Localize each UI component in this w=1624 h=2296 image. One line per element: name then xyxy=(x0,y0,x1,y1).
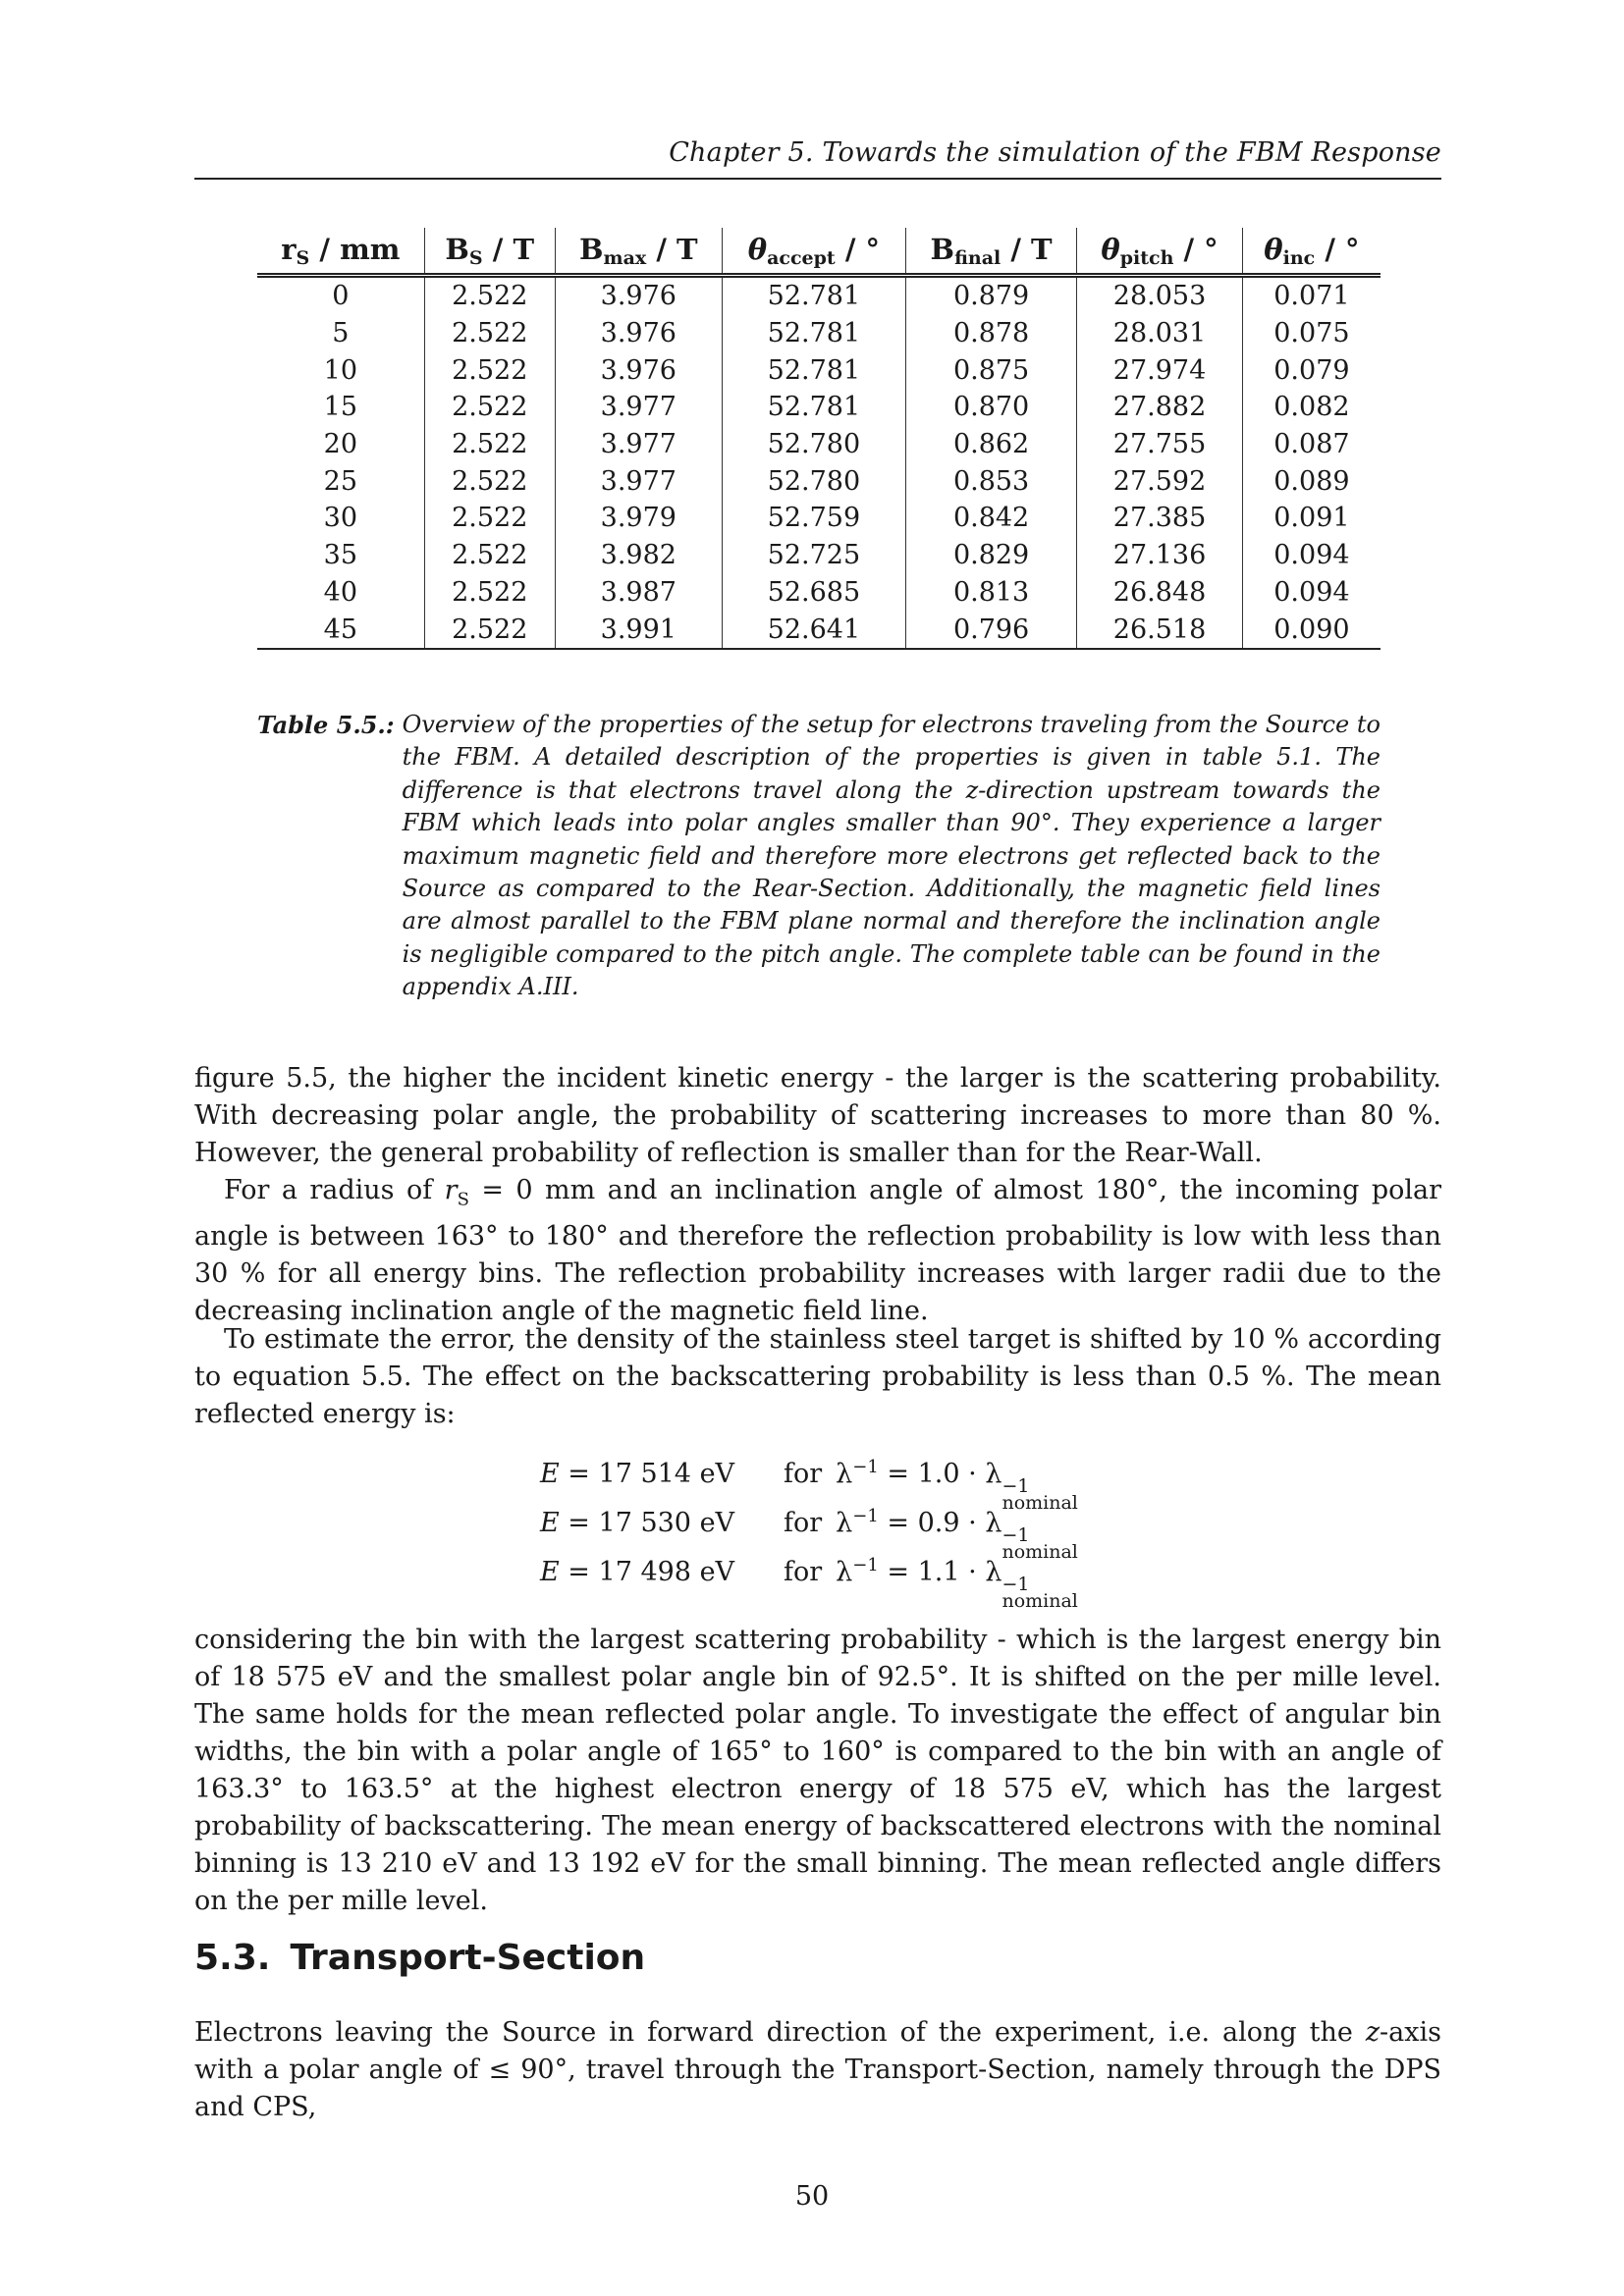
section-title: Transport-Section xyxy=(290,1938,646,1978)
table-cell: 2.522 xyxy=(424,462,555,500)
equation-energy: 17 514 eV xyxy=(598,1459,735,1489)
table-cell: 35 xyxy=(323,540,358,571)
table-row xyxy=(257,315,1380,352)
table-cell: 27.136 xyxy=(1077,537,1243,574)
page-number: 50 xyxy=(794,2181,830,2212)
column-unit: / ° xyxy=(1173,232,1218,266)
equation-for: for xyxy=(784,1459,823,1489)
header-rule xyxy=(194,178,1441,180)
table-row xyxy=(257,500,1380,537)
equation-dot: · xyxy=(959,1508,986,1538)
table-cell: 0.094 xyxy=(1242,574,1380,612)
table-cell: 2.522 xyxy=(424,426,555,463)
table-cell: 0.087 xyxy=(1242,426,1380,463)
equation-row xyxy=(540,1457,1078,1514)
table-cell: 0.091 xyxy=(1242,500,1380,537)
equation-equals: = xyxy=(878,1459,918,1489)
column-unit: / ° xyxy=(835,232,881,266)
table-cell: 0.829 xyxy=(905,537,1076,574)
equation-variable: E xyxy=(540,1557,560,1587)
caption-label: Table 5.5.: xyxy=(257,711,395,739)
table-row xyxy=(257,389,1380,426)
column-header xyxy=(424,228,555,276)
lambda-symbol: λ xyxy=(836,1459,853,1489)
caption-text: Overview of the properties of the setup for electrons traveling from the Source to the FBM. A detailed description of the properties is given in table 5.1. The difference is that electrons travel along the z-direction upstream towards the FBM which leads into polar angles smaller than 90°. They experience a larger maximum magnetic field and therefore more electrons get reflected back to the Source as compared to the Rear-Section. Additionally, the magnetic field lines are almost parallel to the FBM plane normal and therefore the inclination angle is negligible compared to the pitch angle. The complete table can be found in the appendix A.III. xyxy=(402,711,1380,1001)
p2-text-a: For a radius of xyxy=(224,1175,445,1205)
equation-energy: 17 530 eV xyxy=(598,1508,735,1538)
table-cell: 3.979 xyxy=(555,500,722,537)
column-subscript: max xyxy=(603,246,647,269)
equation-variable: E xyxy=(540,1459,560,1489)
p5-var: z xyxy=(1365,2017,1380,2048)
inverse-superscript: −1 xyxy=(1001,1475,1030,1497)
inverse-superscript: −1 xyxy=(1001,1574,1030,1595)
equation-factor: 1.1 xyxy=(917,1557,960,1587)
nominal-subscript: nominal xyxy=(1001,1492,1078,1514)
table-cell: 52.780 xyxy=(722,426,905,463)
table-row xyxy=(257,426,1380,463)
column-subscript: pitch xyxy=(1119,246,1174,269)
table-row xyxy=(257,462,1380,500)
table-cell: 52.725 xyxy=(722,537,905,574)
table-cell: 27.385 xyxy=(1077,500,1243,537)
table-cell: 3.977 xyxy=(555,462,722,500)
lambda-symbol: λ xyxy=(836,1508,853,1538)
table-cell: 0.813 xyxy=(905,574,1076,612)
paragraph-1: figure 5.5, the higher the incident kinetic energy - the larger is the scattering probability. With decreasing polar angle, the probability of scattering increases to more than 80 %. However, the general probability of reflection is smaller than for the Rear-Wall. xyxy=(194,1063,1441,1168)
table-cell: 0.089 xyxy=(1242,462,1380,500)
column-header xyxy=(1242,228,1380,276)
column-subscript: S xyxy=(296,246,310,269)
table-cell: 2.522 xyxy=(424,500,555,537)
equation-rhs xyxy=(784,1555,1078,1610)
table-cell: 2.522 xyxy=(424,351,555,389)
table-cell: 27.974 xyxy=(1077,351,1243,389)
table-cell: 2.522 xyxy=(424,574,555,612)
equation-equals: = xyxy=(878,1508,918,1538)
nominal-subscript: nominal xyxy=(1001,1590,1078,1612)
equation-row xyxy=(540,1506,1078,1563)
p2-var: r xyxy=(444,1175,458,1205)
equation-equals: = xyxy=(559,1508,599,1538)
table-cell: 0.842 xyxy=(905,500,1076,537)
nominal-subscript: nominal xyxy=(1001,1541,1078,1563)
table-cell: 0.071 xyxy=(1242,276,1380,315)
lambda-symbol: λ xyxy=(985,1508,1002,1538)
table-row xyxy=(257,574,1380,612)
table-row xyxy=(257,611,1380,649)
table-row xyxy=(257,537,1380,574)
section-number: 5.3. xyxy=(194,1938,271,1978)
equation-lhs xyxy=(540,1557,784,1587)
equation-rhs xyxy=(784,1457,1078,1512)
column-unit: / T xyxy=(1001,232,1053,266)
table-cell: 52.781 xyxy=(722,351,905,389)
equation-energy: 17 498 eV xyxy=(598,1557,735,1587)
equation-for: for xyxy=(784,1557,823,1587)
table-cell: 2.522 xyxy=(424,389,555,426)
equation-rhs xyxy=(784,1506,1078,1561)
table-cell: 27.882 xyxy=(1077,389,1243,426)
table-cell: 3.982 xyxy=(555,537,722,574)
table-cell: 52.781 xyxy=(722,276,905,315)
table-cell: 26.848 xyxy=(1077,574,1243,612)
table-cell: 3.976 xyxy=(555,276,722,315)
paragraph-3: To estimate the error, the density of the stainless steel target is shifted by 10 % according to equation 5.5. The effect on the backscattering probability is less than 0.5 %. The mean reflected energy is: xyxy=(194,1324,1441,1429)
inverse-superscript: −1 xyxy=(852,1555,879,1575)
equation-variable: E xyxy=(540,1508,560,1538)
column-symbol: r xyxy=(281,232,297,266)
equation-row xyxy=(540,1555,1078,1612)
table-cell: 2.522 xyxy=(424,611,555,649)
table-cell: 15 xyxy=(323,392,358,423)
column-symbol: θ xyxy=(747,232,768,266)
table-cell: 3.977 xyxy=(555,426,722,463)
equation-lhs xyxy=(540,1508,784,1538)
table-cell: 10 xyxy=(323,354,358,386)
equation-equals: = xyxy=(878,1557,918,1587)
p2-text-b: = 0 mm and an inclination angle of almost 180°, the incoming polar angle is between 163° to 180° and therefore the reflection probability is low with less than 30 % for all energy bins. The reflection probability increases with larger radii due to the decreasing inclination angle of the magnetic field line. xyxy=(194,1175,1441,1327)
table-cell: 27.592 xyxy=(1077,462,1243,500)
column-header xyxy=(555,228,722,276)
table-cell: 3.976 xyxy=(555,315,722,352)
table-cell: 3.976 xyxy=(555,351,722,389)
equation-block xyxy=(540,1457,1078,1612)
paragraph-2 xyxy=(194,1172,1441,1330)
column-subscript: final xyxy=(954,246,1001,269)
table-cell: 28.031 xyxy=(1077,315,1243,352)
table-cell: 0.079 xyxy=(1242,351,1380,389)
table-cell: 40 xyxy=(323,576,358,608)
table-cell: 0.796 xyxy=(905,611,1076,649)
table-cell: 52.780 xyxy=(722,462,905,500)
table-caption xyxy=(257,709,1380,1004)
column-unit: / mm xyxy=(309,232,401,266)
p5-text-a: Electrons leaving the Source in forward direction of the experiment, i.e. along the xyxy=(194,2017,1366,2048)
table-cell: 52.781 xyxy=(722,315,905,352)
column-symbol: B xyxy=(579,232,604,266)
lambda-nominal-scripts xyxy=(1001,1576,1077,1610)
table-cell: 2.522 xyxy=(424,315,555,352)
table-row xyxy=(257,276,1380,315)
equation-dot: · xyxy=(959,1459,986,1489)
table-cell: 28.053 xyxy=(1077,276,1243,315)
column-subscript: S xyxy=(468,246,483,269)
table-cell: 0.878 xyxy=(905,315,1076,352)
table-cell: 0.094 xyxy=(1242,537,1380,574)
p5-text-b: -axis with a polar angle of ≤ 90°, travel through the Transport-Section, namely through the DPS and CPS, xyxy=(194,2017,1441,2122)
running-header: Chapter 5. Towards the simulation of the FBM Response xyxy=(669,137,1441,168)
column-unit: / T xyxy=(646,232,698,266)
equation-for: for xyxy=(784,1508,823,1538)
table-cell: 0.870 xyxy=(905,389,1076,426)
column-unit: / T xyxy=(482,232,535,266)
table-cell: 2.522 xyxy=(424,276,555,315)
table-row xyxy=(257,351,1380,389)
table-cell: 0 xyxy=(332,281,350,312)
equation-factor: 1.0 xyxy=(917,1459,960,1489)
column-header xyxy=(722,228,905,276)
column-subscript: accept xyxy=(767,246,836,269)
table-cell: 3.991 xyxy=(555,611,722,649)
table-cell: 3.977 xyxy=(555,389,722,426)
lambda-symbol: λ xyxy=(836,1557,853,1587)
table-cell: 30 xyxy=(323,503,358,534)
equation-equals: = xyxy=(559,1459,599,1489)
table-cell: 0.853 xyxy=(905,462,1076,500)
paragraph-4: considering the bin with the largest scattering probability - which is the largest energy bin of 18 575 eV and the smallest polar angle bin of 92.5°. It is shifted on the per mille level. The same holds for the mean reflected polar angle. To investigate the effect of angular bin widths, the bin with a polar angle of 165° to 160° is compared to the bin with an angle of 163.3° to 163.5° at the highest electron energy of 18 575 eV, which has the largest probability of backscattering. The mean energy of backscattered electrons with the nominal binning is 13 210 eV and 13 192 eV for the small binning. The mean reflected angle differs on the per mille level. xyxy=(194,1625,1441,1916)
inverse-superscript: −1 xyxy=(1001,1524,1030,1546)
table-cell: 20 xyxy=(323,429,358,460)
table-cell: 45 xyxy=(257,611,424,649)
equation-lhs xyxy=(540,1459,784,1489)
table-cell: 3.987 xyxy=(555,574,722,612)
column-header xyxy=(1077,228,1243,276)
table-body xyxy=(257,276,1380,649)
column-symbol: θ xyxy=(1101,232,1120,266)
column-subscript: inc xyxy=(1282,246,1316,269)
equation-dot: · xyxy=(959,1557,986,1587)
table-cell: 0.879 xyxy=(905,276,1076,315)
table-cell: 0.862 xyxy=(905,426,1076,463)
lambda-symbol: λ xyxy=(985,1557,1002,1587)
table-cell: 0.090 xyxy=(1242,611,1380,649)
column-header xyxy=(905,228,1076,276)
table-cell: 52.685 xyxy=(722,574,905,612)
column-unit: / ° xyxy=(1315,232,1360,266)
table-cell: 0.082 xyxy=(1242,389,1380,426)
table-cell: 0.875 xyxy=(905,351,1076,389)
table-cell: 52.641 xyxy=(722,611,905,649)
column-symbol: B xyxy=(445,232,469,266)
table-cell: 52.781 xyxy=(722,389,905,426)
table-cell: 27.755 xyxy=(1077,426,1243,463)
equation-equals: = xyxy=(559,1557,599,1587)
paragraph-5 xyxy=(194,2014,1441,2126)
column-header xyxy=(257,228,424,276)
table-header-row xyxy=(257,228,1380,276)
p2-sub: S xyxy=(457,1189,469,1210)
section-heading xyxy=(194,1938,645,1978)
inverse-superscript: −1 xyxy=(852,1457,879,1477)
table-cell: 26.518 xyxy=(1077,611,1243,649)
equation-factor: 0.9 xyxy=(917,1508,960,1538)
table-cell: 5 xyxy=(332,318,350,349)
table-cell: 52.759 xyxy=(722,500,905,537)
table-cell: 25 xyxy=(323,465,358,497)
column-symbol: B xyxy=(930,232,955,266)
column-symbol: θ xyxy=(1264,232,1283,266)
table-cell: 2.522 xyxy=(424,537,555,574)
lambda-symbol: λ xyxy=(985,1459,1002,1489)
table-cell: 0.075 xyxy=(1242,315,1380,352)
properties-table xyxy=(257,228,1380,650)
inverse-superscript: −1 xyxy=(852,1506,879,1526)
